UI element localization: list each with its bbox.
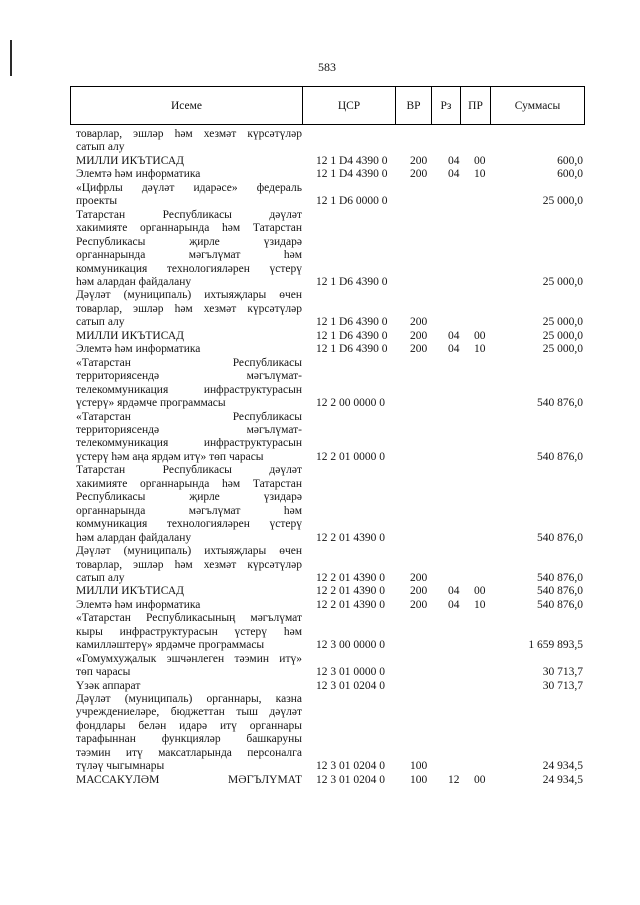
row-name-text: МИЛЛИ ИКЪТИСАД: [76, 154, 184, 167]
row-rz-value: 04: [448, 154, 460, 167]
row-sum-value: 540 876,0: [537, 571, 583, 584]
row-name-text: сатып алу: [76, 141, 125, 154]
row-sum-value: 25 000,0: [542, 316, 583, 329]
table-row: [0, 680, 640, 693]
row-csr-value: 12 3 01 0000 0: [316, 666, 385, 679]
row-csr-value: 12 1 D6 4390 0: [316, 329, 388, 342]
row-pr-value: 00: [474, 329, 486, 342]
row-sum-value: 24 934,5: [542, 760, 583, 773]
table-row: [0, 182, 640, 209]
row-line: [0, 653, 640, 666]
row-name-text: Республикасы җирле үзидарә: [76, 491, 302, 504]
row-csr-value: 12 1 D4 4390 0: [316, 168, 388, 181]
row-pr-value: 10: [474, 343, 486, 356]
table-row: [0, 289, 640, 329]
row-sum-value: 25 000,0: [542, 195, 583, 208]
header-sum: Суммасы: [490, 87, 584, 124]
row-name-text: МАССАКҮЛӘМ МӘГЪЛҮМАТ: [76, 773, 302, 786]
row-line: [0, 693, 640, 706]
table-row: [0, 411, 640, 465]
row-name-text: «Татарстан Республикасы: [76, 356, 302, 369]
row-rz-value: 04: [448, 585, 460, 598]
row-line: [0, 720, 640, 733]
row-name-text: телекоммуникация инфраструктурасын: [76, 383, 302, 396]
row-name-text: учреждениеләре, бюджеттан тыш дәүләт: [76, 706, 302, 719]
row-name-text: телекоммуникация инфраструктурасын: [76, 437, 302, 450]
row-name-text: камилләштерү» ярдәмче программасы: [76, 639, 265, 652]
row-line: [0, 424, 640, 437]
row-line: [0, 276, 640, 289]
row-line: [0, 518, 640, 531]
row-sum-value: 600,0: [557, 154, 583, 167]
row-name-text: товарлар, эшләр һәм хезмәт күрсәтүләр: [76, 128, 302, 140]
row-line: [0, 168, 640, 181]
row-line: [0, 680, 640, 693]
row-line: [0, 249, 640, 262]
row-csr-value: 12 1 D6 4390 0: [316, 275, 388, 288]
row-csr-value: 12 2 01 4390 0: [316, 571, 385, 584]
row-rz-value: 04: [448, 168, 460, 181]
row-line: [0, 760, 640, 773]
table-row: [0, 585, 640, 598]
row-csr-value: 12 2 01 4390 0: [316, 598, 385, 611]
row-vr-value: 100: [410, 773, 428, 786]
row-sum-value: 540 876,0: [537, 598, 583, 611]
row-csr-value: 12 1 D6 0000 0: [316, 195, 388, 208]
table-row: [0, 357, 640, 411]
row-rz-value: 04: [448, 598, 460, 611]
row-pr-value: 00: [474, 154, 486, 167]
row-sum-value: 1 659 893,5: [528, 639, 583, 652]
header-rz: Рз: [431, 87, 460, 124]
row-name-text: «Татарстан Республикасы: [76, 410, 302, 423]
row-vr-value: 200: [410, 585, 428, 598]
table-row: [0, 330, 640, 343]
row-name-text: хакимияте органнарында һәм Татарстан: [76, 222, 302, 235]
row-name-text: төп чарасы: [76, 666, 131, 679]
row-line: [0, 464, 640, 477]
row-name-text: һәм алардан файдалану: [76, 275, 192, 288]
row-csr-value: 12 1 D4 4390 0: [316, 154, 388, 167]
row-pr-value: 00: [474, 773, 486, 786]
table-row: [0, 612, 640, 652]
row-line: [0, 505, 640, 518]
row-name-text: МИЛЛИ ИКЪТИСАД: [76, 585, 184, 598]
row-name-text: Элемтә һәм информатика: [76, 598, 201, 611]
row-vr-value: 200: [410, 343, 428, 356]
row-name-text: һәм алардан файдалану: [76, 531, 192, 544]
row-line: [0, 437, 640, 450]
row-csr-value: 12 1 D6 4390 0: [316, 316, 388, 329]
row-name-text: сатып алу: [76, 571, 125, 584]
row-line: [0, 195, 640, 208]
row-line: [0, 747, 640, 760]
row-csr-value: 12 2 01 0000 0: [316, 450, 385, 463]
row-line: [0, 357, 640, 370]
row-name-text: товарлар, эшләр һәм хезмәт күрсәтүләр: [76, 558, 302, 571]
row-sum-value: 25 000,0: [542, 329, 583, 342]
row-sum-value: 540 876,0: [537, 397, 583, 410]
row-vr-value: 200: [410, 329, 428, 342]
row-line: [0, 397, 640, 410]
row-name-text: Татарстан Республикасы дәүләт: [76, 464, 302, 477]
row-line: [0, 370, 640, 383]
row-line: [0, 532, 640, 545]
row-line: [0, 222, 640, 235]
row-vr-value: 100: [410, 760, 428, 773]
row-vr-value: 200: [410, 571, 428, 584]
row-name-text: тәэмин итү максатларында персоналга: [76, 746, 302, 759]
row-rz-value: 12: [448, 773, 460, 786]
row-vr-value: 200: [410, 154, 428, 167]
row-name-text: үстерү һәм аңа ярдәм итү» төп чарасы: [76, 450, 264, 463]
table-row: [0, 343, 640, 356]
row-name-text: кыры инфраструктурасын үстерү һәм: [76, 625, 302, 638]
row-line: [0, 343, 640, 356]
row-name-text: проекты: [76, 195, 118, 208]
row-csr-value: 12 1 D6 4390 0: [316, 343, 388, 356]
row-name-text: органнарында мәгълүмат һәм: [76, 249, 302, 262]
row-sum-value: 30 713,7: [542, 679, 583, 692]
row-sum-value: 540 876,0: [537, 531, 583, 544]
row-line: [0, 706, 640, 719]
row-name-text: коммуникация технологияләрен үстерү: [76, 262, 302, 275]
row-csr-value: 12 2 01 4390 0: [316, 531, 385, 544]
row-line: [0, 303, 640, 316]
row-name-text: МИЛЛИ ИКЪТИСАД: [76, 329, 184, 342]
table-row: [0, 209, 640, 290]
row-line: [0, 316, 640, 329]
row-line: [0, 289, 640, 302]
row-line: [0, 599, 640, 612]
row-line: [0, 491, 640, 504]
row-csr-value: 12 3 00 0000 0: [316, 639, 385, 652]
table-row: [0, 599, 640, 612]
row-vr-value: 200: [410, 598, 428, 611]
table-row: [0, 464, 640, 545]
row-vr-value: 200: [410, 316, 428, 329]
row-sum-value: 30 713,7: [542, 666, 583, 679]
row-line: [0, 155, 640, 168]
row-pr-value: 10: [474, 168, 486, 181]
table-row: [0, 128, 640, 155]
table-row: [0, 545, 640, 585]
header-vr: ВР: [395, 87, 431, 124]
row-line: [0, 209, 640, 222]
row-sum-value: 24 934,5: [542, 773, 583, 786]
row-line: [0, 612, 640, 625]
row-name-text: Дәүләт (муниципаль) ихтыяҗлары өчен: [76, 545, 302, 558]
row-name-text: «Татарстан Республикасының мәгълүмат: [76, 612, 302, 625]
row-line: [0, 141, 640, 154]
scan-mark: [10, 40, 12, 76]
row-line: [0, 263, 640, 276]
row-csr-value: 12 3 01 0204 0: [316, 679, 385, 692]
row-name-text: Элемтә һәм информатика: [76, 343, 201, 356]
row-line: [0, 451, 640, 464]
page-number: 583: [318, 60, 336, 74]
row-name-text: Үзәк аппарат: [76, 679, 141, 692]
row-line: [0, 733, 640, 746]
row-name-text: товарлар, эшләр һәм хезмәт күрсәтүләр: [76, 302, 302, 315]
row-line: [0, 639, 640, 652]
row-line: [0, 236, 640, 249]
row-name-text: Элемтә һәм информатика: [76, 168, 201, 181]
row-name-text: Дәүләт (муниципаль) органнары, казна: [76, 693, 302, 706]
table-body: [0, 128, 640, 787]
row-pr-value: 10: [474, 598, 486, 611]
row-name-text: «Цифрлы дәүләт идарәсе» федераль: [76, 181, 302, 194]
row-name-text: тарафыннан функцияләр башкаруны: [76, 733, 302, 746]
row-name-text: коммуникация технологияләрен үстерү: [76, 518, 302, 531]
header-csr: ЦСР: [302, 87, 395, 124]
row-name-text: территориясендә мәгълүмат-: [76, 423, 302, 436]
row-line: [0, 559, 640, 572]
table-row: [0, 155, 640, 168]
row-name-text: «Гомумхуҗалык эшчәнлеген тәэмин итү»: [76, 652, 302, 665]
row-line: [0, 411, 640, 424]
table-row: [0, 168, 640, 181]
header-name: Исеме: [170, 99, 203, 112]
row-name-text: Дәүләт (муниципаль) ихтыяҗлары өчен: [76, 289, 302, 302]
row-line: [0, 182, 640, 195]
row-name-text: органнарында мәгълүмат һәм: [76, 504, 302, 517]
row-csr-value: 12 3 01 0204 0: [316, 760, 385, 773]
header-pr: ПР: [460, 87, 490, 124]
table-row: [0, 653, 640, 680]
table-row: [0, 774, 640, 787]
row-name-text: территориясендә мәгълүмат-: [76, 370, 302, 383]
row-line: [0, 478, 640, 491]
row-vr-value: 200: [410, 168, 428, 181]
row-rz-value: 04: [448, 329, 460, 342]
row-csr-value: 12 3 01 0204 0: [316, 773, 385, 786]
row-line: [0, 585, 640, 598]
row-line: [0, 330, 640, 343]
row-rz-value: 04: [448, 343, 460, 356]
row-pr-value: 00: [474, 585, 486, 598]
table-row: [0, 693, 640, 774]
row-line: [0, 774, 640, 787]
row-line: [0, 626, 640, 639]
row-csr-value: 12 2 01 4390 0: [316, 585, 385, 598]
row-name-text: Татарстан Республикасы дәүләт: [76, 208, 302, 221]
row-sum-value: 600,0: [557, 168, 583, 181]
row-name-text: фондлары белән идарә итү органнары: [76, 719, 302, 732]
row-sum-value: 25 000,0: [542, 275, 583, 288]
row-line: [0, 572, 640, 585]
row-line: [0, 666, 640, 679]
table-header: [70, 86, 585, 125]
row-sum-value: 25 000,0: [542, 343, 583, 356]
row-sum-value: 540 876,0: [537, 450, 583, 463]
row-line: [0, 545, 640, 558]
row-csr-value: 12 2 00 0000 0: [316, 397, 385, 410]
row-name-text: түләү чыгымнары: [76, 760, 165, 773]
row-name-text: Республикасы җирле үзидарә: [76, 235, 302, 248]
row-line: [0, 128, 640, 141]
row-name-text: үстерү» ярдәмче программасы: [76, 397, 226, 410]
row-name-text: хакимияте органнарында һәм Татарстан: [76, 477, 302, 490]
row-name-text: сатып алу: [76, 316, 125, 329]
row-sum-value: 540 876,0: [537, 585, 583, 598]
row-line: [0, 384, 640, 397]
